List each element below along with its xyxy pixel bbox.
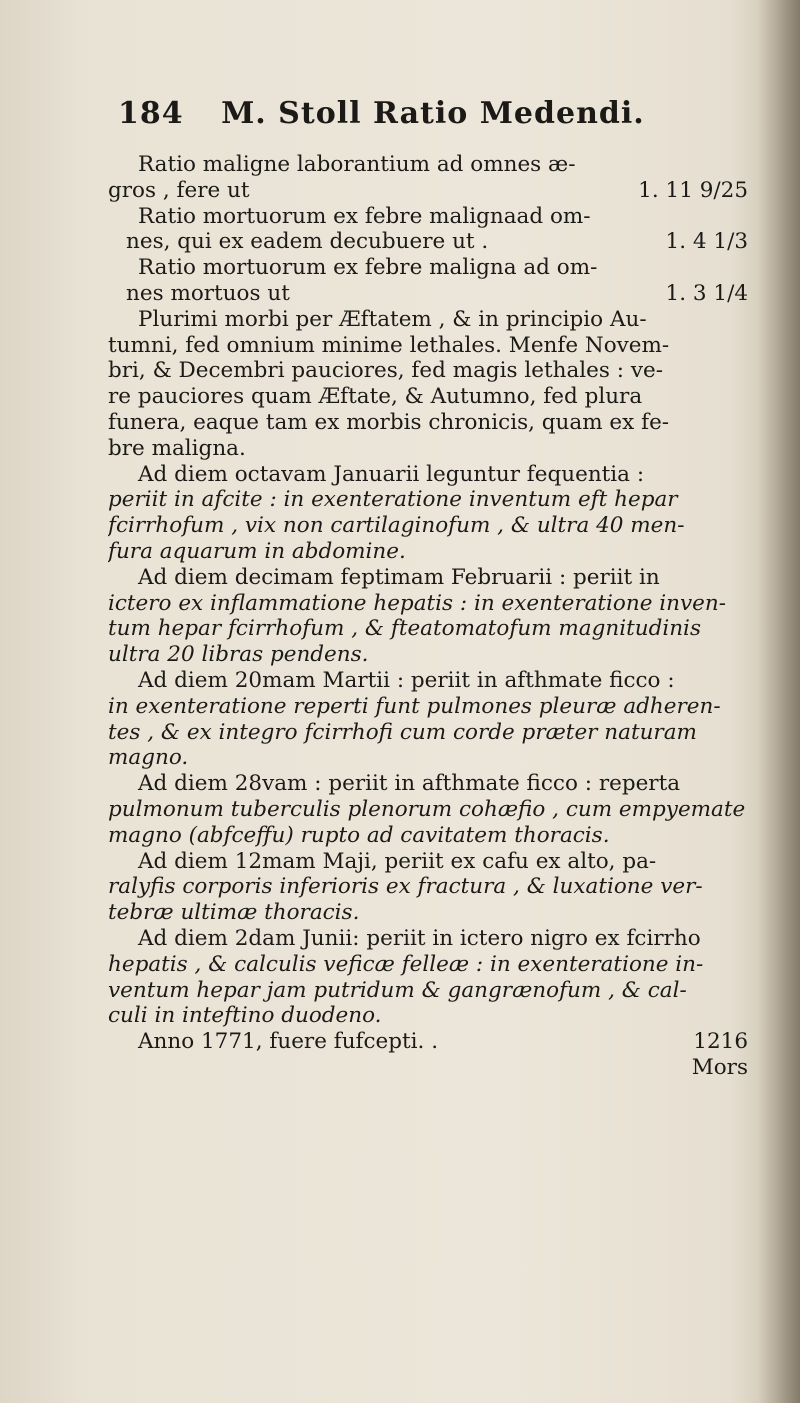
line-text: in exenteratione reperti funt pulmones pleuræ adheren-	[108, 693, 721, 719]
text-line	[108, 255, 748, 281]
text-line	[108, 1003, 748, 1029]
line-text: Anno 1771, fuere fufcepti. .	[138, 1029, 439, 1055]
line-text: fura aquarum in abdomine.	[108, 538, 406, 564]
text-line	[108, 694, 748, 720]
page-header	[118, 96, 718, 142]
line-text: Ratio mortuorum ex febre maligna ad om-	[138, 255, 598, 281]
running-title: M. Stoll Ratio Medendi.	[221, 96, 645, 131]
line-text: ralyfis corporis inferioris ex fractura , & luxatione ver-	[108, 874, 703, 900]
text-line	[108, 1029, 748, 1055]
line-text: bre maligna.	[108, 435, 246, 461]
line-text: ventum hepar jam putridum & gangrænofum , & cal-	[108, 977, 687, 1003]
page-number: 184	[118, 96, 184, 131]
line-text: tumni, fed omnium minime lethales. Menfe Novem-	[108, 332, 670, 358]
line-text: ictero ex inflammatione hepatis : in exenteratione inven-	[108, 590, 726, 616]
line-text: re pauciores quam Æftate, & Autumno, fed plura	[108, 384, 643, 410]
line-text: Ad diem 2dam Junii: periit in ictero nigro ex fcirrho	[138, 925, 701, 951]
text-line	[108, 281, 748, 307]
line-figure: 1. 4 1/3	[665, 229, 748, 255]
line-text: Ad diem decimam feptimam Februarii : periit in	[138, 564, 660, 590]
text-line	[108, 307, 748, 333]
text-line	[108, 952, 748, 978]
line-text: Ad diem octavam Januarii leguntur fequentia :	[138, 461, 645, 487]
text-line	[108, 771, 748, 797]
text-line	[108, 797, 748, 823]
line-text: tum hepar fcirrhofum , & fteatomatofum magnitudinis	[108, 616, 701, 642]
line-text: hepatis , & calculis veficæ felleæ : in exenteratione in-	[108, 951, 704, 977]
line-text: magno (abfceffu) rupto ad cavitatem thoracis.	[108, 822, 610, 848]
line-figure: Mors	[691, 1054, 748, 1080]
line-text: pulmonum tuberculis plenorum cohæfio , cum empyemate	[108, 796, 746, 822]
text-line	[108, 152, 748, 178]
text-line	[108, 358, 748, 384]
text-block	[108, 152, 748, 1081]
text-line	[108, 849, 748, 875]
line-text: tes , & ex integro fcirrhofi cum corde præter naturam	[108, 719, 697, 745]
text-line	[108, 333, 748, 359]
line-text: funera, eaque tam ex morbis chronicis, quam ex fe-	[108, 409, 670, 435]
line-text: Plurimi morbi per Æftatem , & in principio Au-	[138, 306, 647, 332]
line-figure: 1216	[693, 1029, 748, 1055]
line-text: nes mortuos ut	[126, 280, 290, 306]
line-text: periit in afcite : in exenteratione inventum eft hepar	[108, 487, 678, 513]
text-line	[108, 900, 748, 926]
text-line	[108, 720, 748, 746]
line-text: Ad diem 28vam : periit in afthmate ficco : reperta	[138, 771, 681, 797]
line-text: Ratio mortuorum ex febre malignaad om-	[138, 203, 591, 229]
text-line	[108, 229, 748, 255]
line-text: fcirrhofum , vix non cartilaginofum , & ultra 40 men-	[108, 513, 685, 539]
line-figure: 1. 11 9/25	[638, 177, 748, 203]
text-line	[108, 384, 748, 410]
page-gutter-shadow	[758, 0, 800, 1403]
line-text: magno.	[108, 745, 189, 771]
text-line	[108, 565, 748, 591]
text-line	[108, 616, 748, 642]
text-line	[108, 1055, 748, 1081]
line-text: Ad diem 12mam Maji, periit ex cafu ex alto, pa-	[138, 848, 657, 874]
text-line	[108, 745, 748, 771]
text-line	[108, 410, 748, 436]
line-text: culi in inteftino duodeno.	[108, 1003, 382, 1029]
text-line	[108, 436, 748, 462]
text-line	[108, 668, 748, 694]
line-text: nes, qui ex eadem decubuere ut .	[126, 229, 489, 255]
line-text: Ratio maligne laborantium ad omnes æ-	[138, 152, 576, 177]
text-line	[108, 823, 748, 849]
text-line	[108, 874, 748, 900]
line-text: tebræ ultimæ thoracis.	[108, 900, 360, 926]
text-line	[108, 539, 748, 565]
text-line	[108, 591, 748, 617]
line-text: gros , fere ut	[108, 177, 250, 203]
line-figure: 1. 3 1/4	[665, 280, 748, 306]
text-line	[108, 462, 748, 488]
line-text: Ad diem 20mam Martii : periit in afthmate ficco :	[138, 667, 675, 693]
text-line	[108, 926, 748, 952]
text-line	[108, 978, 748, 1004]
text-line	[108, 487, 748, 513]
line-text: ultra 20 libras pendens.	[108, 642, 369, 668]
line-text: bri, & Decembri pauciores, fed magis lethales : ve-	[108, 358, 663, 384]
text-line	[108, 513, 748, 539]
text-line	[108, 642, 748, 668]
text-line	[108, 178, 748, 204]
text-line	[108, 204, 748, 230]
